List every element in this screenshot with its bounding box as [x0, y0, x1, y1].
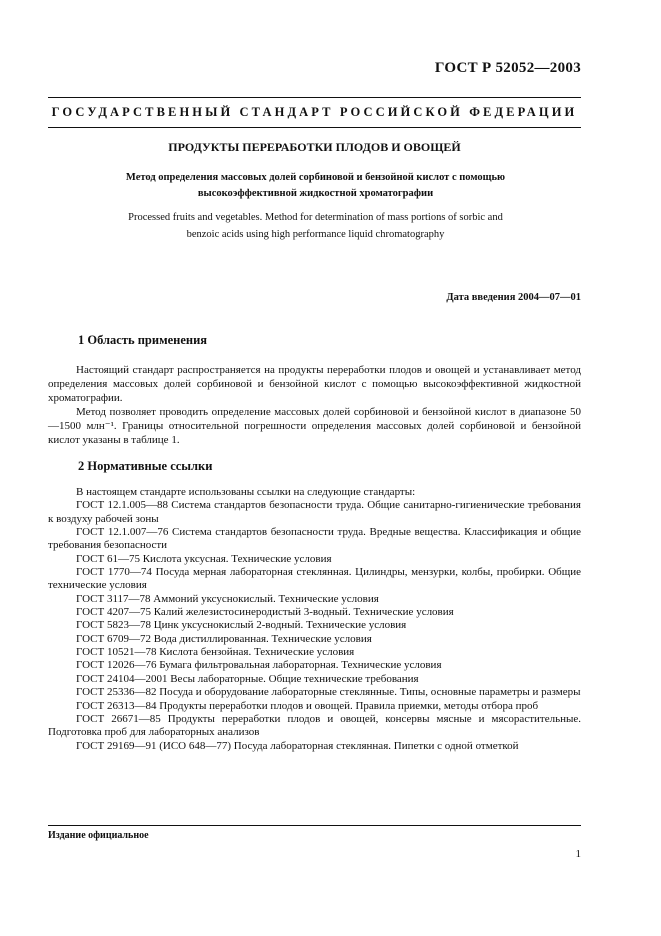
gost-number: ГОСТ Р 52052—2003: [434, 60, 581, 76]
scope-paragraph-1: Настоящий стандарт распространяется на продукты переработки плодов и овощей и устанавливает метод определения массовых долей сорбиновой и бензойной кислот с помощью высокоэффективной жидкостной хроматографии.: [48, 364, 581, 404]
reference-item: ГОСТ 25336—82 Посуда и оборудование лабораторные стеклянные. Типы, основные параметры и размеры: [76, 686, 581, 699]
scope-paragraph-2: Метод позволяет проводить определение массовых долей сорбиновой и бензойной кислот в диапазоне 50—1500 млн⁻¹. Границы относительной погрешности определения массовых долей сорбиновой и бензойной кислот указаны в таблице 1.: [48, 406, 581, 446]
section-heading-scope: 1 Область применения: [78, 333, 208, 347]
official-edition-note: Издание официальное: [48, 830, 149, 841]
effective-date: Дата введения 2004—07—01: [446, 292, 581, 303]
reference-item: ГОСТ 5823—78 Цинк уксуснокислый 2-водный. Технические условия: [76, 619, 407, 632]
document-subtitle: Метод определения массовых долей сорбиновой и бензойной кислот с помощью высокоэффективной жидкостной хроматографии: [125, 172, 506, 199]
section-heading-references: 2 Нормативные ссылки: [78, 459, 213, 473]
reference-item: ГОСТ 29169—91 (ИСО 648—77) Посуда лабораторная стеклянная. Пипетки с одной отметкой: [76, 739, 519, 752]
reference-item: ГОСТ 12.1.005—88 Система стандартов безопасности труда. Общие санитарно-гигиенические требования к воздуху рабочей зоны: [48, 499, 581, 525]
reference-item: ГОСТ 1770—74 Посуда мерная лабораторная стеклянная. Цилиндры, мензурки, колбы, пробирки. Общие технические условия: [48, 566, 581, 592]
reference-item: ГОСТ 12026—76 Бумага фильтровальная лабораторная. Технические условия: [76, 659, 442, 672]
footer-rule: [48, 825, 581, 826]
document-title: ПРОДУКТЫ ПЕРЕРАБОТКИ ПЛОДОВ И ОВОЩЕЙ: [168, 140, 461, 154]
reference-item: ГОСТ 12.1.007—76 Система стандартов безопасности труда. Вредные вещества. Классификация и общие требования безопасности: [48, 526, 581, 552]
header-rule-top: [48, 97, 581, 98]
reference-item: ГОСТ 6709—72 Вода дистиллированная. Технические условия: [76, 632, 372, 645]
page-number: 1: [575, 848, 581, 860]
reference-item: ГОСТ 10521—78 Кислота бензойная. Технические условия: [76, 646, 355, 659]
reference-item: ГОСТ 61—75 Кислота уксусная. Технические условия: [76, 552, 332, 565]
reference-item: ГОСТ 3117—78 Аммоний уксуснокислый. Технические условия: [76, 592, 379, 605]
header-rule-bottom: [48, 127, 581, 128]
references-intro: В настоящем стандарте использованы ссылки на следующие стандарты:: [76, 486, 416, 498]
reference-item: ГОСТ 4207—75 Калий железистосинеродистый 3-водный. Технические условия: [76, 606, 454, 619]
reference-item: ГОСТ 26671—85 Продукты переработки плодов и овощей, консервы мясные и мясорастительные. Подготовка проб для лабораторных анализов: [48, 712, 581, 739]
english-title: Processed fruits and vegetables. Method for determination of mass portions of sorbic and benzoic acids using high performance liquid chromatography: [128, 212, 503, 240]
references-list: [48, 486, 581, 753]
reference-item: ГОСТ 24104—2001 Весы лабораторные. Общие технические требования: [76, 672, 419, 685]
standard-title: ГОСУДАРСТВЕННЫЙ СТАНДАРТ РОССИЙСКОЙ ФЕДЕРАЦИИ: [51, 105, 578, 119]
reference-item: ГОСТ 26313—84 Продукты переработки плодов и овощей. Правила приемки, методы отбора проб: [76, 699, 539, 712]
